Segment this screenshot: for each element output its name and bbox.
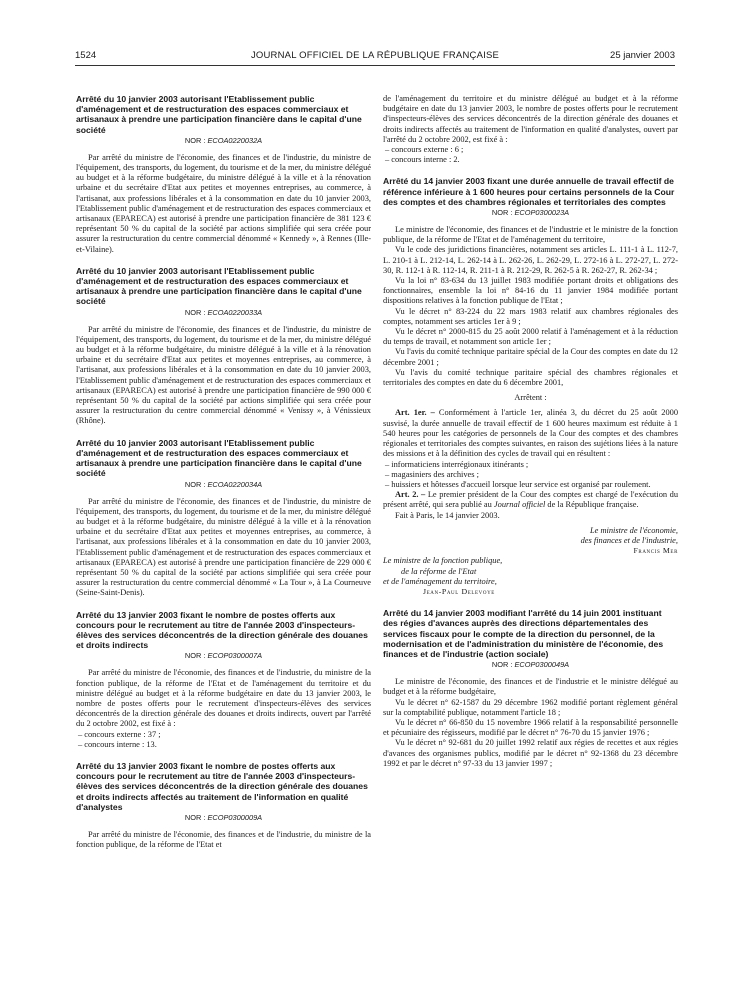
visa: Vu le décret n° 83-224 du 22 mars 1983 relatif aux chambres régionales des comptes, notamment ses articles 1er à 9 ; bbox=[383, 306, 678, 326]
fait-a: Fait à Paris, le 14 janvier 2003. bbox=[395, 510, 500, 520]
issue-date: 25 janvier 2003 bbox=[610, 50, 675, 61]
list-item: – concours interne : 13. bbox=[78, 739, 157, 749]
arrete-title: Arrêté du 14 janvier 2003 modifiant l'arrêté du 14 juin 2001 instituant des régies d'avances auprès des directions départementales des services fiscaux pour le compte de la direction du personnel, de la modernisation et de l'administration du ministère de l'économie, des finances et de l'industrie (action sociale) bbox=[383, 608, 664, 659]
signatory-title: et de l'aménagement du territoire, bbox=[383, 576, 497, 586]
nor-reference: NOR : ECOP0300009A bbox=[184, 812, 263, 822]
header-rule bbox=[75, 65, 675, 66]
visa: Vu le code des juridictions financières, notamment ses articles L. 111-1 à L. 112-7, L. 210-1 à L. 212-14, L. 262-14 à L. 262-26, L. 262-29, L. 272-16 à L. 272-27, L. 272-30, R. 112-1 à R. 112-14, R. 211-1 à R. 212-29, R. 262-5 à R. 262-27, R. 262-34 ; bbox=[383, 245, 678, 275]
arrete-title: Arrêté du 13 janvier 2003 fixant le nombre de postes offerts aux concours pour le recrutement au titre de l'année 2003 d'inspecteurs-élèves des services déconcentrés de la direction générale des douanes et droits indirects affectés au traitement de l'information en qualité d'analystes bbox=[76, 760, 368, 812]
visa: Vu le décret n° 2000-815 du 25 août 2000 relatif à l'aménagement et à la réduction du temps de travail, et notamment son article 1er ; bbox=[383, 327, 678, 347]
arrete-body: Par arrêté du ministre de l'économie, des finances et de l'industrie, du ministre de l'équipement, des transports, du logement, du tourisme et de la mer, du ministre délégué au budget et à la réforme budgétaire, du ministre délégué à la ville et à la rénovation urbaine et du secrétaire d'Etat aux petites et moyennes entreprises, au commerce, à l'artisanat, aux professions libérales et à la consommation en date du 10 janvier 2003, l'Etablissement public d'aménagement et de restructuration des espaces commerciaux et artisanaux (EPARECA) est autorisé à prendre une participation financière de 229 000 € représentant 50 % du capital de la société par actions simplifiée qui sera créée pour assurer la restructuration du centre commercial dénommé « La Tour », à La Courneuve (Seine-Saint-Denis). bbox=[76, 496, 371, 598]
arrete-body: Par arrêté du ministre de l'économie, des finances et de l'industrie, du ministre de l'équipement, des transports, du logement, du tourisme et de la mer, du ministre délégué au budget et à la réforme budgétaire, du ministre délégué à la ville et à la rénovation urbaine et du secrétaire d'Etat aux petites et moyennes entreprises, au commerce, à l'artisanat, aux professions libérales et à la consommation en date du 10 janvier 2003, l'Etablissement public d'aménagement et de restructuration des espaces commerciaux et artisanaux (EPARECA) est autorisé à prendre une participation financière de 381 123 € représentant 50 % du capital de la société par actions simplifiée qui sera créée pour assurer la restructuration du centre commercial dénommé « Kennedy », à Rennes (Ille-et-Vilaine). bbox=[76, 152, 371, 254]
arrete-title: Arrêté du 13 janvier 2003 fixant le nombre de postes offerts aux concours pour le recrutement au titre de l'année 2003 d'inspecteurs-élèves des services déconcentrés de la direction générale des douanes et droits indirects bbox=[76, 609, 368, 651]
journal-title: JOURNAL OFFICIEL DE LA RÉPUBLIQUE FRANÇAISE bbox=[250, 50, 500, 61]
arrete-title: Arrêté du 10 janvier 2003 autorisant l'Etablissement public d'aménagement et de restructuration des espaces commerciaux et artisanaux à prendre une participation financière dans le capital d'une société bbox=[76, 94, 362, 135]
visa: Vu la loi n° 83-634 du 13 juillet 1983 modifiée portant droits et obligations des fonctionnaires, ensemble la loi n° 84-16 du 11 janvier 1984 modifiée portant dispositions relatives à la fonction publique de l'Etat ; bbox=[383, 276, 678, 306]
signatory-title: Le ministre de la fonction publique, bbox=[383, 556, 503, 566]
signatory-name: Jean-Paul Delevoye bbox=[423, 586, 495, 596]
arrete-douanes-analystes-cont bbox=[383, 94, 678, 165]
arrete-la-tour bbox=[76, 438, 371, 599]
arrete-title: Arrêté du 10 janvier 2003 autorisant l'Etablissement public d'aménagement et de restructuration des espaces commerciaux et artisanaux à prendre une participation financière dans le capital d'une société bbox=[76, 265, 362, 307]
arrete-douanes-analystes bbox=[76, 761, 371, 850]
arrete-regies-avances bbox=[383, 608, 678, 769]
visa: Vu le décret n° 92-681 du 20 juillet 1992 relatif aux régies de recettes et aux régies d'avances des organismes publics, modifié par le décret n° 92-1368 du 23 décembre 1992 et par le décret n° 97-33 du 13 janvier 1997 ; bbox=[383, 738, 678, 768]
nor-reference: NOR : ECOP0300023A bbox=[491, 208, 570, 218]
arrete-duree-travail bbox=[383, 176, 678, 597]
article-1: Art. 1er. – Conformément à l'article 1er, alinéa 3, du décret du 25 août 2000 susvisé, la durée annuelle de travail effectif de 1 600 heures maximum est réduite à 1 540 heures pour les catégories de personnels de la Cour des comptes et des chambres régionales et territoriales des comptes suivantes, en raison des sujétions liées à la nature des missions et à la définition des cycles de travail qui en résultent : bbox=[383, 408, 678, 459]
nor-reference: NOR : ECOP0300007A bbox=[184, 651, 263, 661]
arrete-body: de l'aménagement du territoire et du ministre délégué au budget et à la réforme budgétaire en date du 13 janvier 2003, le nombre de postes offerts pour le recrutement d'inspecteurs-élèves des services déconcentrés de la direction générale des douanes et droits indirects affectés au traitement de l'information en qualité d'analystes, ouvert par l'arrêté du 2 octobre 2002, est fixé à : bbox=[383, 94, 678, 144]
left-column bbox=[76, 94, 371, 984]
signatory-title: des finances et de l'industrie, bbox=[580, 535, 678, 545]
list-item: – concours externe : 37 ; bbox=[78, 729, 161, 739]
arrete-kennedy bbox=[76, 94, 371, 255]
right-column bbox=[383, 94, 678, 984]
page-header bbox=[75, 50, 675, 64]
arrete-body: Par arrêté du ministre de l'économie, des finances et de l'industrie, du ministre de l'équipement, des transports, du logement, du tourisme et de la mer, du ministre délégué au budget et à la réforme budgétaire, du ministre délégué à la ville et à la rénovation urbaine et du secrétaire d'Etat aux petites et moyennes entreprises, au commerce, à l'artisanat, aux professions libérales et à la consommation en date du 10 janvier 2003, l'Etablissement public d'aménagement et de restructuration des espaces commerciaux et artisanaux (EPARECA) est autorisé à prendre une participation financière de 990 000 € représentant 50 % du capital de la société par actions simplifiée qui sera créée pour assurer la restructuration du centre commercial dénommé « Venissy », à Vénissieux (Rhône). bbox=[76, 324, 371, 426]
signatory-title: Le ministre de l'économie, bbox=[589, 525, 678, 535]
arrete-title: Arrêté du 14 janvier 2003 fixant une durée annuelle de travail effectif de référence inférieure à 1 600 heures pour certains personnels de la Cour des comptes et des chambres régionales et territoriales des comptes bbox=[383, 176, 675, 207]
visa: Vu le décret n° 62-1587 du 29 décembre 1962 modifié portant règlement général sur la comptabilité publique, notamment l'article 18 ; bbox=[383, 697, 678, 717]
list-item: – concours interne : 2. bbox=[385, 155, 460, 165]
arrete-body: Par arrêté du ministre de l'économie, des finances et de l'industrie, du ministre de la fonction publique, de la réforme de l'Etat et bbox=[76, 829, 371, 850]
list-item: – informaticiens interrégionaux itinérants ; bbox=[385, 459, 529, 469]
arretent: Arrêtent : bbox=[514, 393, 547, 403]
arrete-body: Par arrêté du ministre de l'économie, des finances et de l'industrie, du ministre de la fonction publique, de la réforme de l'Etat et de l'aménagement du territoire et du ministre délégué au budget et à la réforme budgétaire en date du 13 janvier 2003, le nombre de postes offerts pour le recrutement d'inspecteurs-élèves des services déconcentrés de la direction générale des douanes et droits indirects, ouvert par l'arrêté du 2 octobre 2002, est fixé à : bbox=[76, 668, 371, 729]
nor-reference: NOR : ECOA0220034A bbox=[184, 479, 263, 489]
arrete-title: Arrêté du 10 janvier 2003 autorisant l'Etablissement public d'aménagement et de restructuration des espaces commerciaux et artisanaux à prendre une participation financière dans le capital d'une société bbox=[76, 437, 362, 479]
list-item: – huissiers et hôtesses d'accueil lorsque leur service est organisé par roulement. bbox=[385, 479, 651, 489]
preamble: Le ministre de l'économie, des finances et de l'industrie et le ministre délégué au budget et à la réforme budgétaire, bbox=[383, 677, 678, 697]
list-item: – magasiniers des archives ; bbox=[385, 469, 479, 479]
nor-reference: NOR : ECOA0220032A bbox=[184, 135, 263, 145]
nor-reference: NOR : ECOP0300049A bbox=[491, 660, 570, 670]
arrete-venissy bbox=[76, 266, 371, 427]
visa: Vu l'avis du comité technique paritaire spécial des chambres régionales et territoriales des comptes en date du 6 décembre 2001, bbox=[383, 367, 678, 388]
list-item: – concours externe : 6 ; bbox=[385, 145, 464, 155]
signatory-name: Francis Mer bbox=[633, 546, 678, 556]
arrete-douanes-postes bbox=[76, 610, 371, 750]
preamble: Le ministre de l'économie, des finances et de l'industrie et le ministre de la fonction publique, de la réforme de l'Etat et de l'aménagement du territoire, bbox=[383, 225, 678, 245]
nor-reference: NOR : ECOA0220033A bbox=[184, 307, 263, 317]
visa: Vu l'avis du comité technique paritaire spécial de la Cour des comptes en date du 12 décembre 2001 ; bbox=[383, 347, 678, 367]
article-2: Art. 2. – Le premier président de la Cour des comptes est chargé de l'exécution du présent arrêté, qui sera publié au Journal officiel de la République française. bbox=[383, 490, 678, 510]
signatory-title: de la réforme de l'Etat bbox=[401, 566, 477, 576]
visa: Vu le décret n° 66-850 du 15 novembre 1966 relatif à la responsabilité personnelle et pécuniaire des régisseurs, modifié par le décret n° 76-70 du 15 janvier 1976 ; bbox=[383, 717, 678, 738]
page-number: 1524 bbox=[75, 50, 97, 61]
